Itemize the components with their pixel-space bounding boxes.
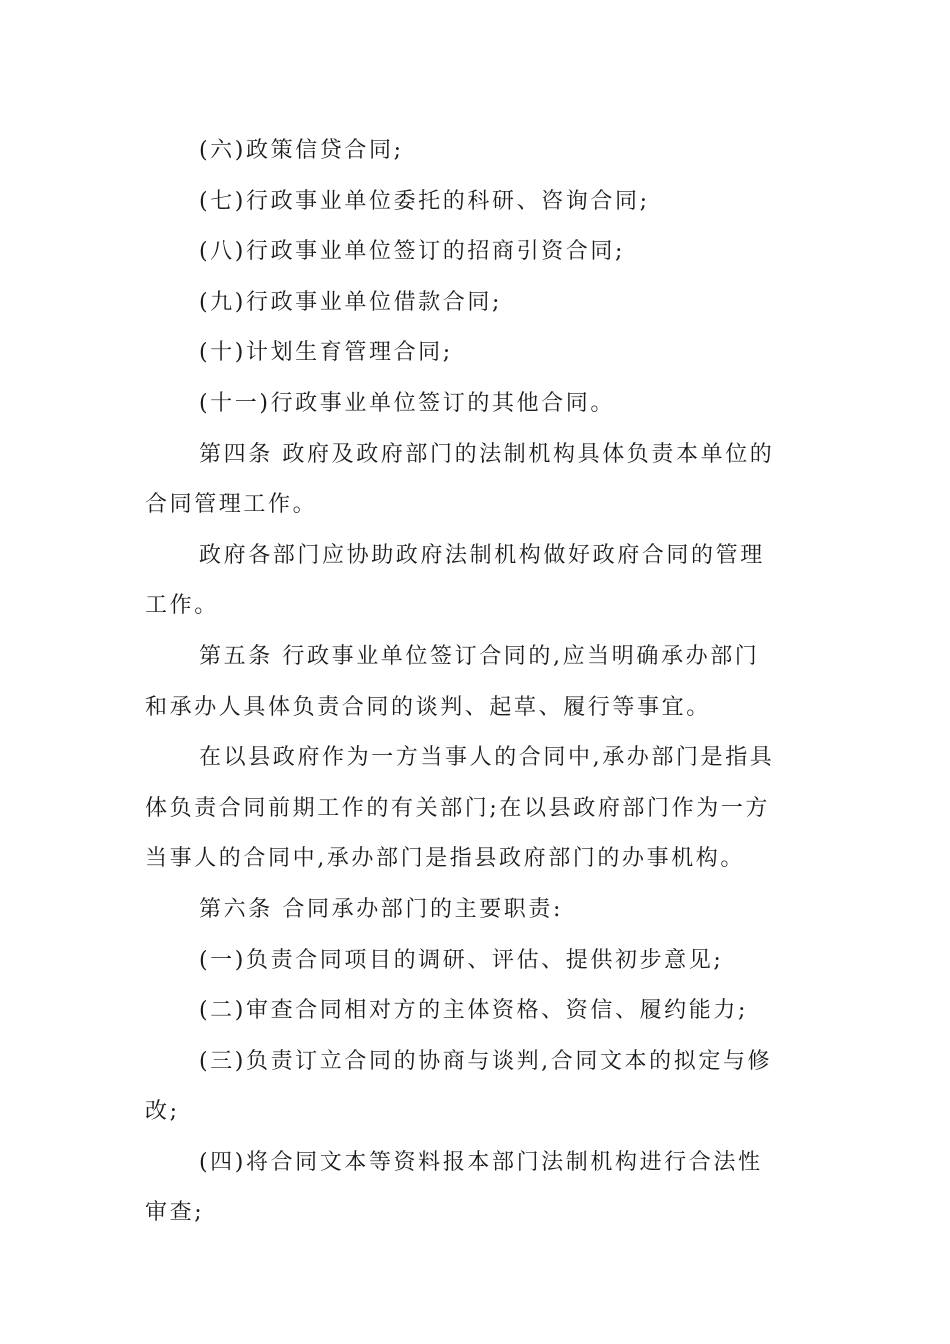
duty-item-4-line-2: 审查; xyxy=(145,1200,205,1226)
document-body xyxy=(145,126,810,1239)
paragraph-line: 体负责合同前期工作的有关部门;在以县政府部门作为一方 xyxy=(145,795,771,821)
clause-item-11: (十一)行政事业单位签订的其他合同。 xyxy=(199,390,615,416)
paragraph-line: 当事人的合同中,承办部门是指县政府部门的办事机构。 xyxy=(145,846,745,872)
duty-item-4-line-1: (四)将合同文本等资料报本部门法制机构进行合法性 xyxy=(199,1149,763,1175)
article-4-line-2: 合同管理工作。 xyxy=(145,492,318,518)
article-4-line-1: 第四条 政府及政府部门的法制机构具体负责本单位的 xyxy=(199,441,775,467)
clause-item-7: (七)行政事业单位委托的科研、咨询合同; xyxy=(199,188,650,214)
paragraph-line: 工作。 xyxy=(145,593,219,619)
article-5-line-2: 和承办人具体负责合同的谈判、起草、履行等事宜。 xyxy=(145,694,711,720)
clause-item-10: (十)计划生育管理合同; xyxy=(199,340,453,366)
clause-item-6: (六)政策信贷合同; xyxy=(199,138,404,163)
paragraph-line: 政府各部门应协助政府法制机构做好政府合同的管理 xyxy=(199,542,765,568)
clause-item-9: (九)行政事业单位借款合同; xyxy=(199,289,502,315)
article-5-line-1: 第五条 行政事业单位签订合同的,应当明确承办部门 xyxy=(199,643,760,669)
clause-item-8: (八)行政事业单位签订的招商引资合同; xyxy=(199,239,625,265)
duty-item-1: (一)负责合同项目的调研、评估、提供初步意见; xyxy=(199,947,724,973)
duty-item-3-line-1: (三)负责订立合同的协商与谈判,合同文本的拟定与修 xyxy=(199,1048,773,1074)
paragraph-line: 在以县政府作为一方当事人的合同中,承办部门是指具 xyxy=(199,745,775,771)
duty-item-2: (二)审查合同相对方的主体资格、资信、履约能力; xyxy=(199,998,748,1024)
duty-item-3-line-2: 改; xyxy=(145,1099,180,1125)
article-6-heading: 第六条 合同承办部门的主要职责: xyxy=(199,896,564,922)
